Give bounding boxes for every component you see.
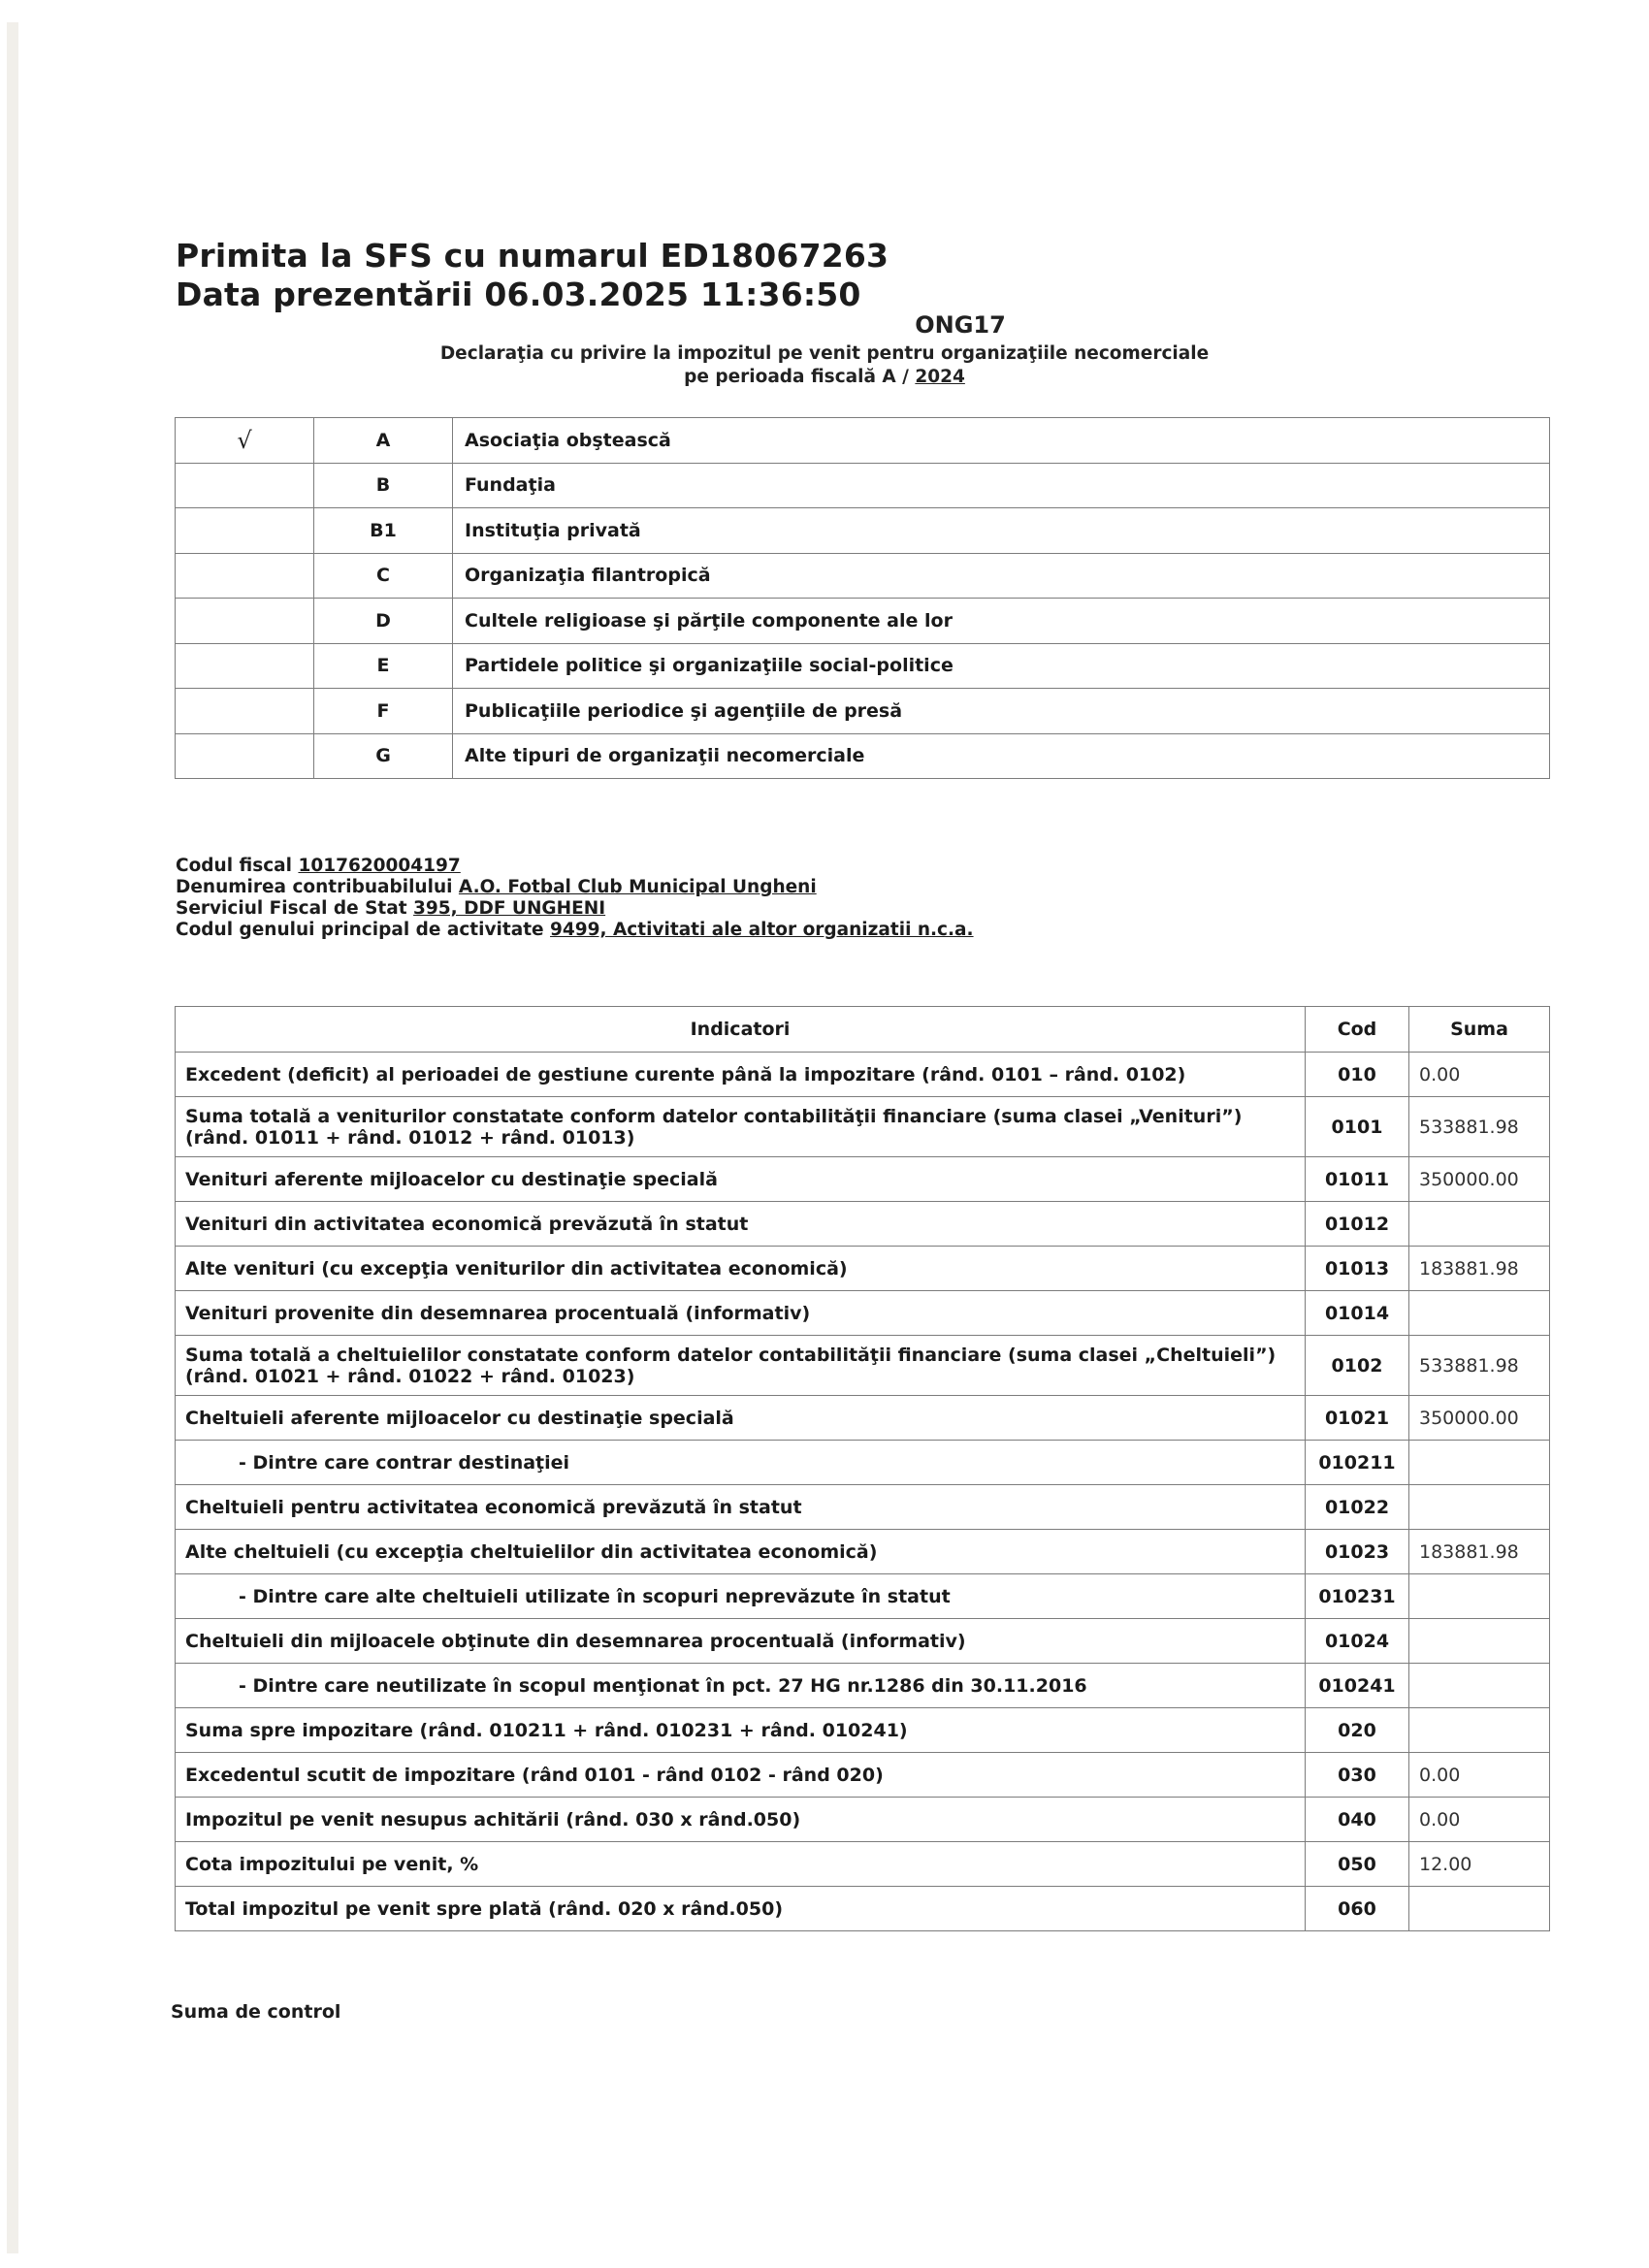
table-row (176, 1753, 1550, 1798)
tax-service-value: 395, DDF UNGHENI (413, 898, 606, 919)
indicator-label: Cheltuieli aferente mijloacelor cu destinaţie specială (176, 1396, 1306, 1441)
org-type-checkbox[interactable] (176, 553, 314, 599)
taxpayer-info (176, 856, 974, 941)
table-row (176, 1887, 1550, 1931)
table-row (176, 1291, 1550, 1336)
org-type-code: F (314, 689, 453, 734)
org-type-code: D (314, 599, 453, 644)
fiscal-code-line (176, 856, 974, 877)
indicator-label: Suma totală a cheltuielilor constatate conform datelor contabilităţii financiare (suma clasei „Cheltuieli”) (rând. 01021 + rând. 01022 + rând. 01023) (176, 1336, 1306, 1396)
indicator-code: 060 (1306, 1887, 1409, 1931)
indicator-code: 020 (1306, 1708, 1409, 1753)
org-type-row (176, 643, 1550, 689)
indicator-sum[interactable] (1409, 1441, 1550, 1485)
control-sum-label: Suma de control (171, 2001, 341, 2023)
org-type-label: Publicaţiile periodice şi agenţiile de presă (453, 689, 1550, 734)
indicator-label: Venituri din activitatea economică prevăzută în statut (176, 1202, 1306, 1247)
org-type-row (176, 418, 1550, 464)
indicator-sum[interactable]: 0.00 (1409, 1053, 1550, 1097)
indicator-label: - Dintre care alte cheltuieli utilizate în scopuri neprevăzute în statut (176, 1574, 1306, 1619)
org-type-checkbox[interactable] (176, 508, 314, 554)
table-row (176, 1619, 1550, 1664)
org-type-checkbox[interactable]: √ (176, 418, 314, 464)
indicator-sum[interactable]: 0.00 (1409, 1798, 1550, 1842)
indicator-sum[interactable] (1409, 1664, 1550, 1708)
indicator-label: Venituri provenite din desemnarea procentuală (informativ) (176, 1291, 1306, 1336)
indicator-code: 010241 (1306, 1664, 1409, 1708)
indicator-label: Cheltuieli din mijloacele obţinute din desemnarea procentuală (informativ) (176, 1619, 1306, 1664)
indicator-label: Cheltuieli pentru activitatea economică prevăzută în statut (176, 1485, 1306, 1530)
indicator-sum[interactable]: 533881.98 (1409, 1336, 1550, 1396)
org-type-code: E (314, 643, 453, 689)
org-type-row (176, 463, 1550, 508)
org-type-row (176, 733, 1550, 779)
org-type-label: Instituţia privată (453, 508, 1550, 554)
table-row (176, 1708, 1550, 1753)
fiscal-code-label: Codul fiscal (176, 856, 299, 876)
indicator-sum[interactable] (1409, 1708, 1550, 1753)
org-type-code: B (314, 463, 453, 508)
indicator-code: 010 (1306, 1053, 1409, 1097)
form-code-text: ONG17 (915, 311, 1006, 339)
table-row (176, 1053, 1550, 1097)
table-row (176, 1485, 1550, 1530)
indicator-code: 01023 (1306, 1530, 1409, 1574)
indicator-sum[interactable] (1409, 1887, 1550, 1931)
org-type-checkbox[interactable] (176, 733, 314, 779)
org-type-label: Cultele religioase şi părţile componente ale lor (453, 599, 1550, 644)
indicator-code: 030 (1306, 1753, 1409, 1798)
org-type-code: B1 (314, 508, 453, 554)
form-title (291, 342, 1358, 389)
org-type-label: Fundaţia (453, 463, 1550, 508)
indicator-sum[interactable]: 0.00 (1409, 1753, 1550, 1798)
table-row (176, 1798, 1550, 1842)
indicator-label: Excedentul scutit de impozitare (rând 0101 - rând 0102 - rând 020) (176, 1753, 1306, 1798)
org-type-label: Alte tipuri de organizaţii necomerciale (453, 733, 1550, 779)
indicator-code: 050 (1306, 1842, 1409, 1887)
indicator-sum[interactable]: 183881.98 (1409, 1247, 1550, 1291)
indicator-code: 01011 (1306, 1157, 1409, 1202)
table-row (176, 1202, 1550, 1247)
indicator-sum[interactable] (1409, 1291, 1550, 1336)
table-row (176, 1247, 1550, 1291)
table-row (176, 1336, 1550, 1396)
table-row (176, 1664, 1550, 1708)
tax-service-label: Serviciul Fiscal de Stat (176, 898, 414, 919)
org-type-checkbox[interactable] (176, 463, 314, 508)
header-code: Cod (1306, 1007, 1409, 1053)
taxpayer-name-value: A.O. Fotbal Club Municipal Ungheni (458, 877, 817, 897)
indicator-code: 0101 (1306, 1097, 1409, 1157)
indicator-code: 01021 (1306, 1396, 1409, 1441)
indicator-sum[interactable] (1409, 1485, 1550, 1530)
indicator-label: Total impozitul pe venit spre plată (rând. 020 x rând.050) (176, 1887, 1306, 1931)
indicator-label: Venituri aferente mijloacelor cu destinaţie specială (176, 1157, 1306, 1202)
indicator-label: Suma totală a veniturilor constatate conform datelor contabilităţii financiare (suma clasei „Venituri”) (rând. 01011 + rând. 01012 + rând. 01013) (176, 1097, 1306, 1157)
header-sum: Suma (1409, 1007, 1550, 1053)
table-row (176, 1396, 1550, 1441)
indicator-label: - Dintre care neutilizate în scopul menţionat în pct. 27 HG nr.1286 din 30.11.2016 (176, 1664, 1306, 1708)
form-title-line2 (291, 366, 1358, 389)
taxpayer-name-label: Denumirea contribuabilului (176, 877, 459, 897)
indicators-header-row (176, 1007, 1550, 1053)
table-row (176, 1157, 1550, 1202)
indicator-code: 010231 (1306, 1574, 1409, 1619)
org-type-label: Asociaţia obştească (453, 418, 1550, 464)
indicator-label: Excedent (deficit) al perioadei de gestiune curente până la impozitare (rând. 0101 – rând. 0102) (176, 1053, 1306, 1097)
indicator-label: Alte venituri (cu excepţia veniturilor din activitatea economică) (176, 1247, 1306, 1291)
form-title-line1: Declaraţia cu privire la impozitul pe venit pentru organizaţiile necomerciale (439, 343, 1210, 364)
indicator-code: 01014 (1306, 1291, 1409, 1336)
table-row (176, 1530, 1550, 1574)
indicator-code: 01012 (1306, 1202, 1409, 1247)
table-row (176, 1441, 1550, 1485)
activity-code-value: 9499, Activitati ale altor organizatii n.c.a. (550, 920, 974, 940)
indicator-code: 0102 (1306, 1336, 1409, 1396)
indicator-sum[interactable]: 533881.98 (1409, 1097, 1550, 1157)
indicator-code: 040 (1306, 1798, 1409, 1842)
org-type-code: G (314, 733, 453, 779)
indicator-code: 010211 (1306, 1441, 1409, 1485)
indicator-sum[interactable]: 183881.98 (1409, 1530, 1550, 1574)
activity-code-label: Codul genului principal de activitate (176, 920, 551, 940)
org-type-row (176, 553, 1550, 599)
header-indicators: Indicatori (176, 1007, 1306, 1053)
indicator-label: Cota impozitului pe venit, % (176, 1842, 1306, 1887)
indicator-sum[interactable]: 350000.00 (1409, 1396, 1550, 1441)
indicator-sum[interactable]: 350000.00 (1409, 1157, 1550, 1202)
indicator-label: - Dintre care contrar destinaţiei (176, 1441, 1306, 1485)
org-type-checkbox[interactable] (176, 643, 314, 689)
taxpayer-name-line (176, 877, 974, 898)
submission-header (176, 237, 889, 314)
tax-service-line (176, 898, 974, 920)
received-number-line: Primita la SFS cu numarul ED18067263 (176, 237, 889, 275)
org-type-checkbox[interactable] (176, 599, 314, 644)
org-type-label: Partidele politice şi organizaţiile social-politice (453, 643, 1550, 689)
table-row (176, 1097, 1550, 1157)
indicator-sum[interactable] (1409, 1202, 1550, 1247)
indicators-table (175, 1006, 1550, 1931)
scan-edge (7, 22, 18, 2253)
indicator-label: Suma spre impozitare (rând. 010211 + rând. 010231 + rând. 010241) (176, 1708, 1306, 1753)
submission-date-line: Data prezentării 06.03.2025 11:36:50 (176, 275, 861, 313)
fiscal-period-prefix: pe perioada fiscală A / (684, 367, 916, 387)
org-type-checkbox[interactable] (176, 689, 314, 734)
org-type-row (176, 689, 1550, 734)
indicator-label: Impozitul pe venit nesupus achitării (rând. 030 x rând.050) (176, 1798, 1306, 1842)
table-row (176, 1574, 1550, 1619)
org-type-code: A (314, 418, 453, 464)
org-type-row (176, 508, 1550, 554)
form-code (0, 311, 1649, 339)
indicator-code: 01013 (1306, 1247, 1409, 1291)
fiscal-code-value: 1017620004197 (298, 856, 461, 876)
org-type-code: C (314, 553, 453, 599)
table-row (176, 1842, 1550, 1887)
indicator-code: 01022 (1306, 1485, 1409, 1530)
indicator-sum[interactable]: 12.00 (1409, 1842, 1550, 1887)
activity-code-line (176, 920, 974, 941)
indicator-sum[interactable] (1409, 1574, 1550, 1619)
org-type-label: Organizaţia filantropică (453, 553, 1550, 599)
fiscal-year: 2024 (915, 367, 965, 387)
indicator-code: 01024 (1306, 1619, 1409, 1664)
indicator-label: Alte cheltuieli (cu excepţia cheltuielilor din activitatea economică) (176, 1530, 1306, 1574)
indicator-sum[interactable] (1409, 1619, 1550, 1664)
organization-type-table (175, 417, 1550, 779)
org-type-row (176, 599, 1550, 644)
